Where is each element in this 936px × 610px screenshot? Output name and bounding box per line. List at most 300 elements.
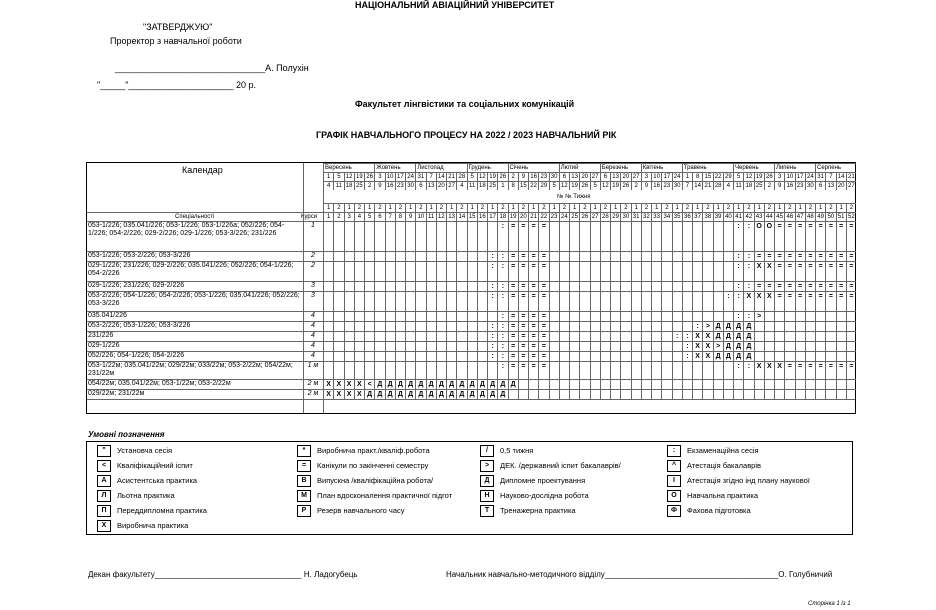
date-end-cell: 30 <box>405 181 415 190</box>
schedule-cell: Д <box>743 351 753 361</box>
schedule-cell <box>559 291 569 311</box>
schedule-cell <box>344 341 354 351</box>
schedule-cell <box>333 331 343 341</box>
schedule-cell <box>456 291 466 311</box>
legend-symbol: Т <box>480 505 494 517</box>
schedule-cell: Х <box>692 341 702 351</box>
schedule-cell <box>846 389 856 399</box>
schedule-cell <box>549 321 559 331</box>
schedule-cell <box>364 321 374 331</box>
half-cell: 2 <box>641 203 651 212</box>
schedule-cell <box>579 331 589 341</box>
schedule-cell <box>333 311 343 321</box>
schedule-cell <box>836 311 846 321</box>
schedule-cell <box>405 331 415 341</box>
course-cell: 4 <box>311 322 315 329</box>
schedule-cell: = <box>784 221 794 251</box>
legend-text: Атестація бакалаврів <box>687 461 762 470</box>
legend-title: Умовні позначення <box>88 430 165 439</box>
schedule-cell: : <box>733 261 743 281</box>
schedule-cell <box>600 321 610 331</box>
schedule-cell: = <box>836 361 846 379</box>
schedule-cell <box>446 321 456 331</box>
schedule-cell: = <box>815 251 825 261</box>
signature-line: ______________________________А. Полухін <box>115 63 309 73</box>
schedule-cell <box>385 321 395 331</box>
schedule-cell <box>385 351 395 361</box>
date-start-cell: 1 <box>682 172 692 181</box>
schedule-cell: = <box>825 291 835 311</box>
date-end-cell: 2 <box>631 181 641 190</box>
schedule-cell: Д <box>456 379 466 389</box>
schedule-cell <box>559 311 569 321</box>
schedule-cell <box>723 281 733 291</box>
schedule-cell: Д <box>713 331 723 341</box>
half-cell: 1 <box>487 203 497 212</box>
schedule-cell <box>415 351 425 361</box>
schedule-cell <box>815 311 825 321</box>
schedule-cell <box>651 341 661 351</box>
schedule-cell: Д <box>385 379 395 389</box>
schedule-cell <box>354 281 364 291</box>
schedule-cell <box>825 389 835 399</box>
schedule-cell <box>682 311 692 321</box>
schedule-cell: = <box>795 281 805 291</box>
date-end-cell: 30 <box>672 181 682 190</box>
schedule-cell: = <box>518 291 528 311</box>
schedule-cell <box>651 311 661 321</box>
schedule-cell <box>405 221 415 251</box>
schedule-cell <box>549 361 559 379</box>
row-divider <box>87 341 855 342</box>
date-start-cell: 10 <box>651 172 661 181</box>
schedule-cell <box>426 351 436 361</box>
schedule-cell <box>344 361 354 379</box>
schedule-cell <box>405 351 415 361</box>
week-number-cell: 51 <box>836 212 846 221</box>
schedule-cell <box>538 389 548 399</box>
schedule-cell <box>559 389 569 399</box>
date-end-cell: 4 <box>323 181 333 190</box>
schedule-cell <box>344 251 354 261</box>
schedule-cell: = <box>538 361 548 379</box>
schedule-cell <box>508 389 518 399</box>
course-cell: 1 м <box>307 362 319 369</box>
schedule-cell <box>426 261 436 281</box>
legend-text: Резерв навчального часу <box>317 506 405 515</box>
schedule-cell: = <box>508 331 518 341</box>
schedule-cell <box>477 261 487 281</box>
schedule-cell: = <box>825 261 835 281</box>
half-cell: 2 <box>702 203 712 212</box>
schedule-cell <box>836 321 846 331</box>
schedule-cell: = <box>815 221 825 251</box>
schedule-cell: Д <box>477 389 487 399</box>
week-number-cell: 34 <box>661 212 671 221</box>
half-cell: 1 <box>467 203 477 212</box>
date-start-cell: 26 <box>764 172 774 181</box>
schedule-cell: Х <box>754 361 764 379</box>
schedule-cell <box>846 341 856 351</box>
schedule-cell <box>569 331 579 341</box>
schedule-cell: Д <box>733 341 743 351</box>
schedule-cell <box>374 361 384 379</box>
schedule-cell <box>702 291 712 311</box>
schedule-cell <box>774 311 784 321</box>
specialty-cell: 029-1/226; 231/226; 029-2/226; 035.041/226; 052/226; 054-1/226; 054-2/226 <box>88 262 294 277</box>
schedule-cell <box>610 221 620 251</box>
date-start-cell: 26 <box>497 172 507 181</box>
schedule-cell <box>620 341 630 351</box>
schedule-cell: = <box>836 281 846 291</box>
schedule-cell <box>805 351 815 361</box>
month-header: Квітень <box>641 163 682 172</box>
row-divider <box>87 399 855 400</box>
schedule-cell: Х <box>323 379 333 389</box>
schedule-cell <box>467 261 477 281</box>
schedule-cell: : <box>733 361 743 379</box>
week-number-cell: 10 <box>415 212 425 221</box>
date-start-cell: 24 <box>405 172 415 181</box>
schedule-cell <box>354 251 364 261</box>
schedule-cell: Х <box>764 361 774 379</box>
schedule-cell <box>600 389 610 399</box>
schedule-table <box>86 162 856 414</box>
schedule-cell <box>661 389 671 399</box>
schedule-cell <box>825 351 835 361</box>
schedule-cell: : <box>497 221 507 251</box>
half-cell: 1 <box>405 203 415 212</box>
half-cell: 1 <box>364 203 374 212</box>
date-start-cell: 14 <box>436 172 446 181</box>
schedule-cell: = <box>528 311 538 321</box>
schedule-cell <box>579 341 589 351</box>
date-start-cell: 20 <box>579 172 589 181</box>
schedule-cell: Д <box>415 389 425 399</box>
schedule-cell <box>620 361 630 379</box>
schedule-cell: = <box>784 291 794 311</box>
half-cell: 1 <box>713 203 723 212</box>
schedule-cell <box>559 321 569 331</box>
specialty-cell: 029/22м; 231/22м <box>88 390 145 397</box>
schedule-cell <box>354 321 364 331</box>
schedule-cell: : <box>733 251 743 261</box>
week-number-cell: 39 <box>713 212 723 221</box>
schedule-cell: О <box>754 221 764 251</box>
schedule-cell <box>620 321 630 331</box>
schedule-cell <box>405 291 415 311</box>
schedule-cell <box>436 281 446 291</box>
date-start-cell: 24 <box>672 172 682 181</box>
schedule-cell: Д <box>415 379 425 389</box>
schedule-cell <box>641 311 651 321</box>
schedule-cell: = <box>846 251 856 261</box>
schedule-cell <box>631 291 641 311</box>
schedule-cell <box>467 221 477 251</box>
date-start-cell: 29 <box>723 172 733 181</box>
schedule-cell: Д <box>713 321 723 331</box>
schedule-cell <box>579 281 589 291</box>
schedule-cell: = <box>825 251 835 261</box>
schedule-cell: = <box>795 291 805 311</box>
schedule-cell <box>579 221 589 251</box>
schedule-cell: = <box>538 221 548 251</box>
schedule-cell <box>682 379 692 389</box>
schedule-cell <box>651 379 661 389</box>
schedule-cell <box>364 221 374 251</box>
schedule-cell <box>836 379 846 389</box>
legend-symbol: / <box>480 445 494 457</box>
month-header: Вересень <box>323 163 374 172</box>
schedule-cell: = <box>538 251 548 261</box>
schedule-cell <box>333 281 343 291</box>
legend-symbol: Ф <box>667 505 681 517</box>
date-end-cell: 14 <box>692 181 702 190</box>
schedule-cell <box>682 291 692 311</box>
date-start-cell: 7 <box>426 172 436 181</box>
schedule-cell <box>364 331 374 341</box>
schedule-cell <box>415 331 425 341</box>
schedule-cell <box>651 321 661 331</box>
half-cell: 2 <box>395 203 405 212</box>
schedule-cell: = <box>836 221 846 251</box>
schedule-cell <box>620 379 630 389</box>
date-end-cell: 5 <box>549 181 559 190</box>
half-cell: 1 <box>528 203 538 212</box>
legend-text: Дипломне проектування <box>500 476 586 485</box>
date-end-cell: 6 <box>815 181 825 190</box>
schedule-cell <box>723 261 733 281</box>
schedule-cell <box>784 341 794 351</box>
page-number: Сторінка 1 із 1 <box>808 601 851 607</box>
schedule-cell: Х <box>754 261 764 281</box>
schedule-cell: Д <box>508 379 518 389</box>
half-cell: 2 <box>559 203 569 212</box>
schedule-cell <box>446 331 456 341</box>
schedule-cell <box>620 389 630 399</box>
legend-text: План вдосконалення практичної підгот <box>317 491 453 500</box>
schedule-cell <box>354 331 364 341</box>
half-cell: 1 <box>815 203 825 212</box>
schedule-cell <box>395 351 405 361</box>
schedule-cell <box>764 379 774 389</box>
schedule-cell <box>600 291 610 311</box>
date-end-cell: 9 <box>374 181 384 190</box>
week-number-cell: 24 <box>559 212 569 221</box>
schedule-cell <box>415 261 425 281</box>
schedule-cell: : <box>733 291 743 311</box>
schedule-cell: = <box>846 291 856 311</box>
legend-symbol: Н <box>480 490 494 502</box>
schedule-cell <box>364 361 374 379</box>
schedule-cell <box>600 379 610 389</box>
schedule-cell <box>692 389 702 399</box>
schedule-cell <box>333 351 343 361</box>
schedule-cell: = <box>784 261 794 281</box>
legend-text: Навчальна практика <box>687 491 759 500</box>
schedule-cell <box>436 351 446 361</box>
schedule-cell: : <box>743 361 753 379</box>
schedule-cell: = <box>538 261 548 281</box>
legend-symbol: * <box>297 445 311 457</box>
schedule-cell: = <box>815 261 825 281</box>
date-line: "_____"_____________________ 20 р. <box>97 80 257 90</box>
schedule-cell: Д <box>723 321 733 331</box>
schedule-cell <box>477 361 487 379</box>
legend-symbol: > <box>480 460 494 472</box>
head-signature: Начальник навчально-методичного відділу_______________________________________О. Голубничий <box>446 570 833 579</box>
course-cell: 4 <box>311 342 315 349</box>
schedule-cell <box>774 379 784 389</box>
schedule-cell: = <box>528 251 538 261</box>
schedule-cell <box>846 351 856 361</box>
specialty-cell: 054/22м; 035.041/22м; 053-1/22м; 053-2/22м <box>88 380 231 387</box>
schedule-cell <box>569 389 579 399</box>
week-number-cell: 14 <box>456 212 466 221</box>
schedule-cell <box>323 361 333 379</box>
dean-signature: Декан факультету_________________________________ Н. Ладогубець <box>88 570 358 579</box>
schedule-cell <box>477 321 487 331</box>
schedule-cell <box>395 331 405 341</box>
schedule-cell <box>774 341 784 351</box>
schedule-cell <box>631 351 641 361</box>
schedule-cell: Х <box>354 379 364 389</box>
legend-text: Фахова підготовка <box>687 506 751 515</box>
schedule-cell <box>805 331 815 341</box>
schedule-cell: = <box>518 261 528 281</box>
schedule-cell <box>333 321 343 331</box>
week-number-cell: 40 <box>723 212 733 221</box>
schedule-cell <box>713 261 723 281</box>
half-cell: 2 <box>825 203 835 212</box>
schedule-cell: = <box>518 221 528 251</box>
week-number-cell: 6 <box>374 212 384 221</box>
schedule-cell <box>805 311 815 321</box>
date-start-cell: 12 <box>344 172 354 181</box>
schedule-cell <box>825 331 835 341</box>
schedule-cell <box>692 361 702 379</box>
schedule-cell <box>641 281 651 291</box>
schedule-cell <box>569 361 579 379</box>
schedule-cell <box>323 351 333 361</box>
schedule-cell <box>426 341 436 351</box>
schedule-cell: = <box>508 261 518 281</box>
legend-text: Виробнича практ./кваліф.робота <box>317 446 430 455</box>
schedule-cell <box>774 321 784 331</box>
schedule-cell: : <box>497 291 507 311</box>
schedule-cell <box>579 389 589 399</box>
legend-text: Льотна практика <box>117 491 175 500</box>
date-start-cell: 13 <box>569 172 579 181</box>
week-number-cell: 29 <box>610 212 620 221</box>
half-cell: 1 <box>549 203 559 212</box>
schedule-cell: = <box>508 221 518 251</box>
schedule-cell: : <box>682 331 692 341</box>
schedule-cell: Х <box>702 341 712 351</box>
schedule-cell <box>672 379 682 389</box>
date-start-cell: 5 <box>733 172 743 181</box>
schedule-cell: Д <box>446 379 456 389</box>
schedule-cell: : <box>743 311 753 321</box>
schedule-cell: Д <box>713 351 723 361</box>
date-end-cell: 9 <box>774 181 784 190</box>
schedule-cell <box>733 379 743 389</box>
legend-text: Установча сесія <box>117 446 173 455</box>
schedule-cell <box>610 351 620 361</box>
half-cell: 2 <box>436 203 446 212</box>
course-cell: 4 <box>311 332 315 339</box>
week-number-cell: 33 <box>651 212 661 221</box>
week-number-cell: 17 <box>487 212 497 221</box>
schedule-cell <box>354 261 364 281</box>
date-end-cell: 18 <box>743 181 753 190</box>
schedule-cell <box>579 251 589 261</box>
schedule-cell <box>426 291 436 311</box>
schedule-cell: = <box>538 281 548 291</box>
schedule-cell: = <box>805 281 815 291</box>
legend-box <box>86 441 853 535</box>
date-start-cell: 19 <box>487 172 497 181</box>
date-end-cell: 21 <box>702 181 712 190</box>
legend-symbol: О <box>667 490 681 502</box>
month-header: Травень <box>682 163 733 172</box>
schedule-cell <box>672 281 682 291</box>
date-start-cell: 21 <box>446 172 456 181</box>
row-divider <box>87 331 855 332</box>
schedule-cell <box>672 221 682 251</box>
date-start-cell: 5 <box>467 172 477 181</box>
schedule-cell <box>764 351 774 361</box>
schedule-cell <box>467 321 477 331</box>
schedule-cell <box>825 311 835 321</box>
schedule-cell <box>579 291 589 311</box>
month-header: Жовтень <box>374 163 415 172</box>
schedule-cell: = <box>815 281 825 291</box>
half-cell: 1 <box>733 203 743 212</box>
course-cell: 4 <box>311 352 315 359</box>
course-cell: 4 <box>311 312 315 319</box>
schedule-cell <box>323 251 333 261</box>
legend-text: Випускна /кваліфікаційна робота/ <box>317 476 434 485</box>
schedule-cell: = <box>774 291 784 311</box>
schedule-cell <box>415 341 425 351</box>
schedule-cell <box>415 251 425 261</box>
schedule-cell <box>323 341 333 351</box>
schedule-cell <box>477 251 487 261</box>
schedule-cell <box>436 221 446 251</box>
date-end-cell: 8 <box>508 181 518 190</box>
specialty-cell: 053-1/22м; 035.041/22м; 029/22м; 033/22м; 053-2/22м; 054/22м; 231/22м <box>88 362 293 377</box>
schedule-cell: : <box>487 251 497 261</box>
schedule-cell <box>559 331 569 341</box>
half-cell: 2 <box>764 203 774 212</box>
schedule-cell: Д <box>385 389 395 399</box>
legend-symbol: А <box>97 475 111 487</box>
row-divider <box>87 212 855 213</box>
schedule-cell: = <box>528 351 538 361</box>
date-end-cell: 5 <box>590 181 600 190</box>
schedule-cell <box>713 221 723 251</box>
schedule-cell <box>702 251 712 261</box>
schedule-cell <box>723 311 733 321</box>
legend-symbol: : <box>667 445 681 457</box>
date-end-cell: 30 <box>805 181 815 190</box>
half-cell: 2 <box>477 203 487 212</box>
schedule-cell <box>620 261 630 281</box>
schedule-cell: : <box>743 261 753 281</box>
schedule-cell <box>456 311 466 321</box>
half-cell: 2 <box>374 203 384 212</box>
